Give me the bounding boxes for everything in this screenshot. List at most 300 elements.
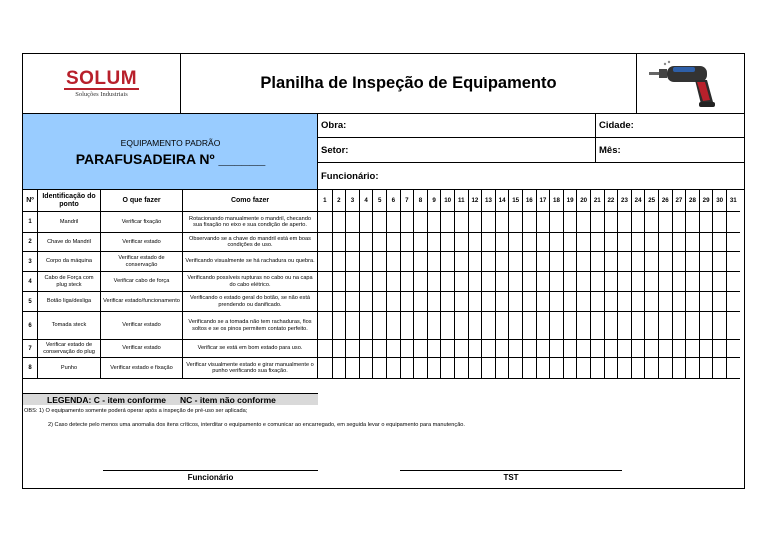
check-cell[interactable] bbox=[644, 358, 658, 379]
check-cell[interactable] bbox=[481, 233, 495, 252]
check-cell[interactable] bbox=[427, 233, 441, 252]
check-cell[interactable] bbox=[345, 358, 359, 379]
row-number: 3 bbox=[23, 252, 38, 272]
check-cell[interactable] bbox=[563, 292, 577, 312]
check-cell[interactable] bbox=[481, 212, 495, 233]
day-header-25: 25 bbox=[644, 190, 658, 212]
check-cell[interactable] bbox=[685, 233, 699, 252]
check-cell[interactable] bbox=[481, 272, 495, 292]
check-cell[interactable] bbox=[440, 292, 454, 312]
check-cell[interactable] bbox=[318, 272, 332, 292]
check-cell[interactable] bbox=[400, 358, 414, 379]
check-cell[interactable] bbox=[413, 340, 427, 358]
day-header-20: 20 bbox=[576, 190, 590, 212]
check-cell[interactable] bbox=[454, 312, 468, 340]
day-header-30: 30 bbox=[712, 190, 726, 212]
check-cell[interactable] bbox=[481, 340, 495, 358]
logo-name: SOLUM bbox=[65, 68, 138, 89]
check-cell[interactable] bbox=[712, 340, 726, 358]
check-cell[interactable] bbox=[427, 272, 441, 292]
check-cell[interactable] bbox=[440, 312, 454, 340]
day-header-24: 24 bbox=[631, 190, 645, 212]
check-cell[interactable] bbox=[481, 292, 495, 312]
check-cell[interactable] bbox=[726, 233, 740, 252]
check-cell[interactable] bbox=[712, 358, 726, 379]
check-cell[interactable] bbox=[672, 358, 686, 379]
check-cell[interactable] bbox=[386, 233, 400, 252]
check-cell[interactable] bbox=[454, 358, 468, 379]
check-cell[interactable] bbox=[413, 212, 427, 233]
check-cell[interactable] bbox=[359, 340, 373, 358]
check-cell[interactable] bbox=[413, 292, 427, 312]
check-cell[interactable] bbox=[427, 312, 441, 340]
check-cell[interactable] bbox=[576, 233, 590, 252]
check-cell[interactable] bbox=[617, 312, 631, 340]
check-cell[interactable] bbox=[413, 252, 427, 272]
day-header-3: 3 bbox=[345, 190, 359, 212]
check-cell[interactable] bbox=[508, 272, 522, 292]
check-cell[interactable] bbox=[658, 312, 672, 340]
obra-field[interactable]: Obra: bbox=[318, 114, 595, 138]
drill-icon bbox=[636, 54, 744, 114]
check-cell[interactable] bbox=[604, 233, 618, 252]
check-cell[interactable] bbox=[332, 252, 346, 272]
check-cell[interactable] bbox=[332, 212, 346, 233]
check-cell[interactable] bbox=[536, 292, 550, 312]
check-cell[interactable] bbox=[318, 212, 332, 233]
row-what: Verificar estado de conservação bbox=[101, 252, 183, 272]
check-cell[interactable] bbox=[631, 312, 645, 340]
check-cell[interactable] bbox=[699, 252, 713, 272]
check-cell[interactable] bbox=[576, 212, 590, 233]
row-how: Verificar se está em bom estado para uso. bbox=[183, 340, 318, 358]
check-cell[interactable] bbox=[400, 292, 414, 312]
check-cell[interactable] bbox=[400, 252, 414, 272]
row-ident: Verificar estado de conservação do plug bbox=[38, 340, 101, 358]
day-header-11: 11 bbox=[454, 190, 468, 212]
check-cell[interactable] bbox=[590, 212, 604, 233]
check-cell[interactable] bbox=[658, 233, 672, 252]
check-cell[interactable] bbox=[332, 358, 346, 379]
check-cell[interactable] bbox=[345, 312, 359, 340]
check-cell[interactable] bbox=[318, 292, 332, 312]
row-ident: Corpo da máquina bbox=[38, 252, 101, 272]
check-cell[interactable] bbox=[644, 233, 658, 252]
check-cell[interactable] bbox=[644, 212, 658, 233]
day-header-26: 26 bbox=[658, 190, 672, 212]
check-cell[interactable] bbox=[359, 233, 373, 252]
check-cell[interactable] bbox=[386, 212, 400, 233]
check-cell[interactable] bbox=[726, 212, 740, 233]
check-cell[interactable] bbox=[440, 233, 454, 252]
check-cell[interactable] bbox=[495, 340, 509, 358]
row-how: Verificar visualmente estado e girar manualmente o punho verificando sua fixação. bbox=[183, 358, 318, 379]
check-cell[interactable] bbox=[332, 292, 346, 312]
obs-line-2: 2) Caso detecte pelo menos uma anomalia dos itens críticos, interditar o equipamento e comunicar ao encarregado, em seguida levar o equipamento para manutenção. bbox=[48, 422, 465, 428]
check-cell[interactable] bbox=[468, 358, 482, 379]
equipment-label: EQUIPAMENTO PADRÃO bbox=[120, 138, 221, 148]
check-cell[interactable] bbox=[386, 252, 400, 272]
check-cell[interactable] bbox=[495, 233, 509, 252]
check-cell[interactable] bbox=[372, 252, 386, 272]
check-cell[interactable] bbox=[699, 292, 713, 312]
check-cell[interactable] bbox=[631, 292, 645, 312]
check-cell[interactable] bbox=[359, 358, 373, 379]
check-cell[interactable] bbox=[468, 312, 482, 340]
check-cell[interactable] bbox=[549, 292, 563, 312]
check-cell[interactable] bbox=[631, 358, 645, 379]
check-cell[interactable] bbox=[672, 212, 686, 233]
check-cell[interactable] bbox=[631, 252, 645, 272]
check-cell[interactable] bbox=[590, 252, 604, 272]
check-cell[interactable] bbox=[576, 272, 590, 292]
check-cell[interactable] bbox=[468, 212, 482, 233]
cidade-field[interactable]: Cidade: bbox=[595, 114, 744, 138]
check-cell[interactable] bbox=[604, 212, 618, 233]
check-cell[interactable] bbox=[495, 212, 509, 233]
check-cell[interactable] bbox=[536, 312, 550, 340]
day-header-28: 28 bbox=[685, 190, 699, 212]
check-cell[interactable] bbox=[468, 272, 482, 292]
check-cell[interactable] bbox=[631, 272, 645, 292]
check-cell[interactable] bbox=[644, 292, 658, 312]
check-cell[interactable] bbox=[427, 292, 441, 312]
check-cell[interactable] bbox=[454, 233, 468, 252]
check-cell[interactable] bbox=[386, 358, 400, 379]
check-cell[interactable] bbox=[454, 340, 468, 358]
check-cell[interactable] bbox=[400, 212, 414, 233]
check-cell[interactable] bbox=[617, 212, 631, 233]
check-cell[interactable] bbox=[631, 233, 645, 252]
check-cell[interactable] bbox=[454, 212, 468, 233]
check-cell[interactable] bbox=[522, 292, 536, 312]
check-cell[interactable] bbox=[413, 312, 427, 340]
day-header-16: 16 bbox=[522, 190, 536, 212]
check-cell[interactable] bbox=[345, 233, 359, 252]
check-cell[interactable] bbox=[685, 252, 699, 272]
row-what: Verificar estado bbox=[101, 312, 183, 340]
check-cell[interactable] bbox=[508, 233, 522, 252]
check-cell[interactable] bbox=[386, 312, 400, 340]
check-cell[interactable] bbox=[400, 312, 414, 340]
check-cell[interactable] bbox=[604, 312, 618, 340]
check-cell[interactable] bbox=[685, 340, 699, 358]
check-cell[interactable] bbox=[604, 272, 618, 292]
check-cell[interactable] bbox=[726, 358, 740, 379]
check-cell[interactable] bbox=[508, 252, 522, 272]
day-header-17: 17 bbox=[536, 190, 550, 212]
row-ident: Cabo de Força com plug steck bbox=[38, 272, 101, 292]
check-cell[interactable] bbox=[345, 212, 359, 233]
check-cell[interactable] bbox=[549, 233, 563, 252]
check-cell[interactable] bbox=[685, 272, 699, 292]
check-cell[interactable] bbox=[563, 340, 577, 358]
check-cell[interactable] bbox=[508, 312, 522, 340]
day-header-22: 22 bbox=[604, 190, 618, 212]
check-cell[interactable] bbox=[508, 358, 522, 379]
check-cell[interactable] bbox=[372, 233, 386, 252]
check-cell[interactable] bbox=[522, 233, 536, 252]
check-cell[interactable] bbox=[604, 292, 618, 312]
check-cell[interactable] bbox=[468, 292, 482, 312]
check-cell[interactable] bbox=[672, 292, 686, 312]
check-cell[interactable] bbox=[359, 272, 373, 292]
check-cell[interactable] bbox=[712, 233, 726, 252]
check-cell[interactable] bbox=[549, 312, 563, 340]
check-cell[interactable] bbox=[318, 340, 332, 358]
row-how: Observando se a chave do mandril está em boas condições de uso. bbox=[183, 233, 318, 252]
check-cell[interactable] bbox=[712, 312, 726, 340]
check-cell[interactable] bbox=[372, 292, 386, 312]
check-cell[interactable] bbox=[318, 252, 332, 272]
check-cell[interactable] bbox=[672, 233, 686, 252]
check-cell[interactable] bbox=[549, 212, 563, 233]
row-number: 4 bbox=[23, 272, 38, 292]
inspection-sheet bbox=[22, 53, 745, 489]
row-number: 8 bbox=[23, 358, 38, 379]
check-cell[interactable] bbox=[549, 252, 563, 272]
check-cell[interactable] bbox=[508, 212, 522, 233]
check-cell[interactable] bbox=[359, 252, 373, 272]
check-cell[interactable] bbox=[495, 292, 509, 312]
check-cell[interactable] bbox=[522, 212, 536, 233]
check-cell[interactable] bbox=[658, 358, 672, 379]
check-cell[interactable] bbox=[617, 358, 631, 379]
check-cell[interactable] bbox=[332, 340, 346, 358]
check-cell[interactable] bbox=[590, 272, 604, 292]
check-cell[interactable] bbox=[318, 312, 332, 340]
check-cell[interactable] bbox=[604, 358, 618, 379]
row-what: Verificar estado e fixação bbox=[101, 358, 183, 379]
check-cell[interactable] bbox=[495, 312, 509, 340]
check-cell[interactable] bbox=[413, 358, 427, 379]
check-cell[interactable] bbox=[576, 252, 590, 272]
check-cell[interactable] bbox=[672, 252, 686, 272]
row-what: Verificar estado bbox=[101, 233, 183, 252]
check-cell[interactable] bbox=[699, 272, 713, 292]
check-cell[interactable] bbox=[413, 272, 427, 292]
check-cell[interactable] bbox=[536, 212, 550, 233]
check-cell[interactable] bbox=[604, 252, 618, 272]
check-cell[interactable] bbox=[536, 272, 550, 292]
check-cell[interactable] bbox=[536, 340, 550, 358]
check-cell[interactable] bbox=[522, 272, 536, 292]
check-cell[interactable] bbox=[563, 212, 577, 233]
check-cell[interactable] bbox=[699, 212, 713, 233]
check-cell[interactable] bbox=[712, 272, 726, 292]
check-cell[interactable] bbox=[454, 292, 468, 312]
check-cell[interactable] bbox=[563, 358, 577, 379]
check-cell[interactable] bbox=[712, 252, 726, 272]
day-header-19: 19 bbox=[563, 190, 577, 212]
check-cell[interactable] bbox=[536, 252, 550, 272]
check-cell[interactable] bbox=[536, 358, 550, 379]
check-cell[interactable] bbox=[726, 292, 740, 312]
check-cell[interactable] bbox=[332, 272, 346, 292]
row-ident: Chave do Mandril bbox=[38, 233, 101, 252]
check-cell[interactable] bbox=[372, 272, 386, 292]
check-cell[interactable] bbox=[508, 340, 522, 358]
check-cell[interactable] bbox=[712, 212, 726, 233]
check-cell[interactable] bbox=[699, 312, 713, 340]
check-cell[interactable] bbox=[644, 312, 658, 340]
check-cell[interactable] bbox=[440, 252, 454, 272]
row-ident: Tomada steck bbox=[38, 312, 101, 340]
equipment-value[interactable]: PARAFUSADEIRA Nº ______ bbox=[75, 151, 266, 167]
check-cell[interactable] bbox=[481, 358, 495, 379]
check-cell[interactable] bbox=[345, 272, 359, 292]
check-cell[interactable] bbox=[604, 340, 618, 358]
row-number: 6 bbox=[23, 312, 38, 340]
check-cell[interactable] bbox=[440, 212, 454, 233]
check-cell[interactable] bbox=[549, 272, 563, 292]
check-cell[interactable] bbox=[332, 233, 346, 252]
check-cell[interactable] bbox=[685, 358, 699, 379]
check-cell[interactable] bbox=[454, 272, 468, 292]
funcionario-field[interactable]: Funcionário: bbox=[318, 163, 744, 190]
check-cell[interactable] bbox=[658, 272, 672, 292]
check-cell[interactable] bbox=[386, 292, 400, 312]
check-cell[interactable] bbox=[658, 252, 672, 272]
mes-field[interactable]: Mês: bbox=[595, 138, 744, 163]
check-cell[interactable] bbox=[549, 358, 563, 379]
check-cell[interactable] bbox=[468, 340, 482, 358]
check-cell[interactable] bbox=[345, 340, 359, 358]
check-cell[interactable] bbox=[726, 252, 740, 272]
check-cell[interactable] bbox=[372, 358, 386, 379]
check-cell[interactable] bbox=[400, 340, 414, 358]
check-cell[interactable] bbox=[468, 233, 482, 252]
check-cell[interactable] bbox=[440, 340, 454, 358]
check-cell[interactable] bbox=[576, 340, 590, 358]
check-cell[interactable] bbox=[658, 340, 672, 358]
check-cell[interactable] bbox=[576, 292, 590, 312]
check-cell[interactable] bbox=[672, 312, 686, 340]
check-cell[interactable] bbox=[590, 292, 604, 312]
day-header-21: 21 bbox=[590, 190, 604, 212]
check-cell[interactable] bbox=[522, 312, 536, 340]
check-cell[interactable] bbox=[699, 340, 713, 358]
check-cell[interactable] bbox=[590, 358, 604, 379]
check-cell[interactable] bbox=[563, 312, 577, 340]
check-cell[interactable] bbox=[590, 312, 604, 340]
check-cell[interactable] bbox=[576, 358, 590, 379]
check-cell[interactable] bbox=[400, 272, 414, 292]
check-cell[interactable] bbox=[522, 340, 536, 358]
check-cell[interactable] bbox=[522, 252, 536, 272]
check-cell[interactable] bbox=[508, 292, 522, 312]
check-cell[interactable] bbox=[386, 272, 400, 292]
check-cell[interactable] bbox=[427, 358, 441, 379]
check-cell[interactable] bbox=[495, 252, 509, 272]
check-cell[interactable] bbox=[345, 292, 359, 312]
check-cell[interactable] bbox=[699, 358, 713, 379]
check-cell[interactable] bbox=[617, 292, 631, 312]
check-cell[interactable] bbox=[372, 340, 386, 358]
day-header-18: 18 bbox=[549, 190, 563, 212]
check-cell[interactable] bbox=[536, 233, 550, 252]
check-cell[interactable] bbox=[658, 212, 672, 233]
check-cell[interactable] bbox=[440, 272, 454, 292]
day-header-5: 5 bbox=[372, 190, 386, 212]
check-cell[interactable] bbox=[726, 312, 740, 340]
check-cell[interactable] bbox=[590, 340, 604, 358]
check-cell[interactable] bbox=[644, 272, 658, 292]
check-cell[interactable] bbox=[712, 292, 726, 312]
check-cell[interactable] bbox=[318, 233, 332, 252]
check-cell[interactable] bbox=[576, 312, 590, 340]
check-cell[interactable] bbox=[617, 340, 631, 358]
company-logo bbox=[23, 54, 181, 114]
day-header-29: 29 bbox=[699, 190, 713, 212]
check-cell[interactable] bbox=[685, 292, 699, 312]
header-how: Como fazer bbox=[183, 190, 318, 212]
check-cell[interactable] bbox=[427, 340, 441, 358]
signature-tst: TST bbox=[503, 473, 519, 482]
check-cell[interactable] bbox=[468, 252, 482, 272]
check-cell[interactable] bbox=[726, 272, 740, 292]
row-number: 5 bbox=[23, 292, 38, 312]
check-cell[interactable] bbox=[332, 312, 346, 340]
check-cell[interactable] bbox=[631, 340, 645, 358]
check-cell[interactable] bbox=[617, 272, 631, 292]
check-cell[interactable] bbox=[359, 212, 373, 233]
check-cell[interactable] bbox=[372, 312, 386, 340]
check-cell[interactable] bbox=[345, 252, 359, 272]
check-cell[interactable] bbox=[522, 358, 536, 379]
check-cell[interactable] bbox=[563, 233, 577, 252]
check-cell[interactable] bbox=[359, 292, 373, 312]
day-header-10: 10 bbox=[440, 190, 454, 212]
check-cell[interactable] bbox=[726, 340, 740, 358]
check-cell[interactable] bbox=[481, 312, 495, 340]
check-cell[interactable] bbox=[631, 212, 645, 233]
check-cell[interactable] bbox=[658, 292, 672, 312]
check-cell[interactable] bbox=[495, 272, 509, 292]
row-how: Verificando visualmente se há rachadura ou quebra. bbox=[183, 252, 318, 272]
check-cell[interactable] bbox=[699, 233, 713, 252]
check-cell[interactable] bbox=[563, 252, 577, 272]
signature-employee: Funcionário bbox=[187, 473, 234, 482]
check-cell[interactable] bbox=[413, 233, 427, 252]
check-cell[interactable] bbox=[685, 212, 699, 233]
check-cell[interactable] bbox=[481, 252, 495, 272]
check-cell[interactable] bbox=[644, 340, 658, 358]
check-cell[interactable] bbox=[440, 358, 454, 379]
check-cell[interactable] bbox=[549, 340, 563, 358]
check-cell[interactable] bbox=[672, 340, 686, 358]
check-cell[interactable] bbox=[359, 312, 373, 340]
check-cell[interactable] bbox=[386, 340, 400, 358]
check-cell[interactable] bbox=[454, 252, 468, 272]
row-what: Verificar estado/funcionamento bbox=[101, 292, 183, 312]
check-cell[interactable] bbox=[685, 312, 699, 340]
setor-field[interactable]: Setor: bbox=[318, 138, 595, 163]
check-cell[interactable] bbox=[617, 252, 631, 272]
check-cell[interactable] bbox=[495, 358, 509, 379]
check-cell[interactable] bbox=[400, 233, 414, 252]
check-cell[interactable] bbox=[590, 233, 604, 252]
row-ident: Mandril bbox=[38, 212, 101, 233]
check-cell[interactable] bbox=[563, 272, 577, 292]
check-cell[interactable] bbox=[644, 252, 658, 272]
check-cell[interactable] bbox=[617, 233, 631, 252]
check-cell[interactable] bbox=[318, 358, 332, 379]
check-cell[interactable] bbox=[672, 272, 686, 292]
check-cell[interactable] bbox=[427, 252, 441, 272]
check-cell[interactable] bbox=[427, 212, 441, 233]
check-cell[interactable] bbox=[372, 212, 386, 233]
